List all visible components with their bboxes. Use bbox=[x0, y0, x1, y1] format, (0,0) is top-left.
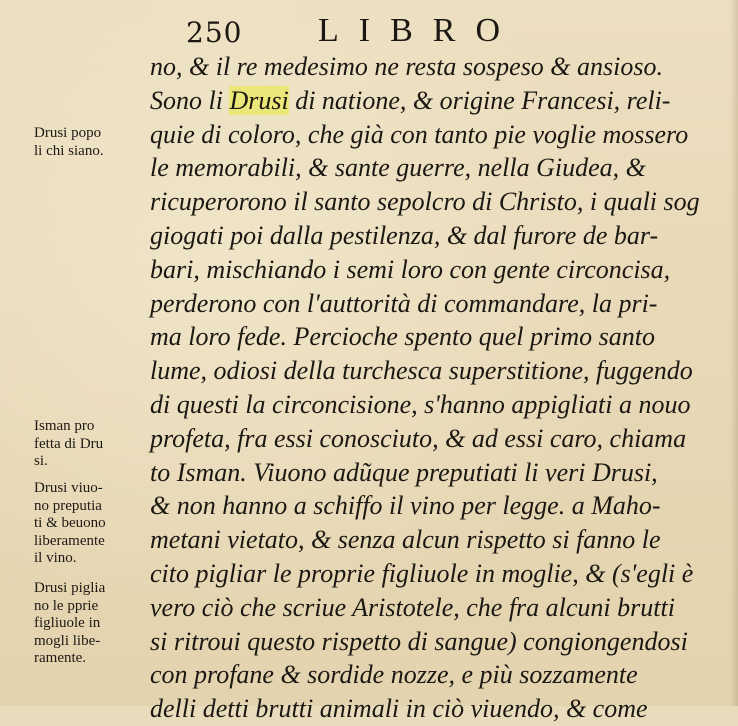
margin-note-line: no preputia bbox=[34, 497, 102, 514]
margin-note-line: ramente. bbox=[34, 650, 87, 666]
page-header bbox=[0, 6, 738, 50]
show-through-text bbox=[12, 230, 112, 280]
text-line: con profane & sordide nozze, e più sozzamente bbox=[150, 660, 638, 690]
text-line: ma loro fede. Percioche spento quel primo santo bbox=[150, 322, 655, 352]
margin-note-line: mogli libe- bbox=[34, 632, 101, 649]
margin-note-line: Drusi popo bbox=[34, 125, 102, 141]
margin-note-line: si. bbox=[34, 453, 48, 469]
margin-note-line: li chi siano. bbox=[34, 142, 104, 159]
margin-note bbox=[34, 580, 142, 668]
margin-note-line: Drusi piglia bbox=[34, 580, 106, 596]
text-line: bari, mischiando i semi loro con gente circoncisa, bbox=[150, 254, 671, 284]
text-line: ricuperorono il santo sepolcro di Christo, i quali sog bbox=[150, 187, 700, 217]
margin-note bbox=[34, 125, 142, 160]
margin-note-line: figliuole in bbox=[34, 615, 101, 631]
running-title: LIBRO bbox=[318, 12, 520, 49]
page-number: 250 bbox=[186, 16, 243, 49]
margin-note-line: fetta di Dru bbox=[34, 435, 104, 452]
margin-note-line: il vino. bbox=[34, 550, 77, 566]
text-line bbox=[150, 84, 730, 118]
page-edge-shadow bbox=[730, 0, 738, 706]
text-line: & non hanno a schiffo il vino per legge. a Maho- bbox=[150, 491, 661, 521]
text-line-start: Sono li bbox=[150, 85, 230, 115]
text-line: si ritroui questo rispetto di sangue) congiongendosi bbox=[150, 626, 688, 656]
margin-note-line: ti & beuono bbox=[34, 515, 106, 531]
text-line: di questi la circoncisione, s'hanno appigliati a nouo bbox=[150, 389, 691, 419]
margin-note-line: Isman pro bbox=[34, 418, 95, 434]
text-line: le memorabili, & sante guerre, nella Giudea, & bbox=[150, 153, 646, 183]
text-line: lume, odiosi della turchesca superstitione, fuggendo bbox=[150, 356, 693, 386]
text-line: vero ciò che scriue Aristotele, che fra alcuni brutti bbox=[150, 592, 675, 622]
text-line: delli detti brutti animali in ciò viuendo, & come bbox=[150, 694, 648, 724]
margin-note-line: liberamente bbox=[34, 532, 105, 549]
text-line: quie di coloro, che già con tanto pie voglie mossero bbox=[150, 119, 689, 149]
margin-note bbox=[34, 480, 142, 568]
margin-note-line: Drusi viuo- bbox=[34, 480, 103, 496]
main-text-column bbox=[150, 50, 730, 726]
text-line: cito pigliar le proprie figliuole in moglie, & (s'egli è bbox=[150, 558, 694, 588]
text-line: to Isman. Viuono adũque preputiati li veri Drusi, bbox=[150, 457, 658, 487]
highlighted-word: Drusi bbox=[229, 85, 289, 115]
text-line: profeta, fra essi conosciuto, & ad essi caro, chiama bbox=[150, 423, 687, 453]
text-line: giogati poi dalla pestilenza, & dal furore de bar- bbox=[150, 220, 659, 250]
margin-note-line: no le pprie bbox=[34, 597, 99, 614]
text-line: no, & il re medesimo ne resta sospeso & ansioso. bbox=[150, 52, 663, 81]
text-line-rest: di natione, & origine Francesi, reli- bbox=[288, 85, 671, 115]
text-line: metani vietato, & senza alcun rispetto si fanno le bbox=[150, 525, 661, 555]
margin-note bbox=[34, 418, 142, 471]
text-line: perderono con l'auttorità di commandare, la pri- bbox=[150, 288, 658, 318]
